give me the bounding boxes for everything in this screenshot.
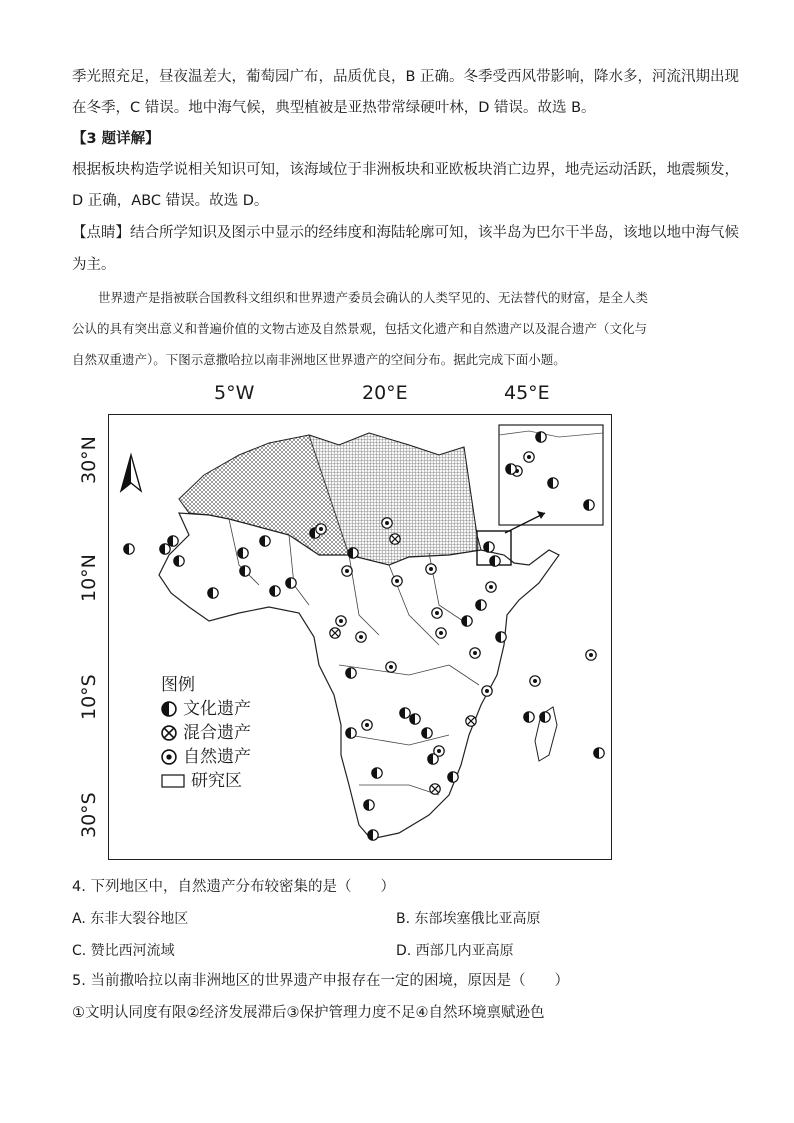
legend-label: 研究区 [191, 771, 242, 791]
q4-option-a: A. 东非大裂谷地区 [72, 911, 189, 927]
africa-heritage-map [78, 380, 614, 862]
lat-label: 10°N [78, 554, 100, 602]
mixed-heritage-icon [161, 725, 177, 741]
section-heading: 【3 题详解】 [72, 131, 160, 147]
map-frame [108, 414, 612, 860]
text-line: 为主。 [72, 257, 116, 273]
q4-option-c: C. 赞比西河流域 [72, 943, 175, 959]
lat-label: 10°S [78, 674, 100, 720]
lon-label: 5°W [214, 382, 255, 404]
lat-label: 30°S [78, 792, 100, 838]
legend-label: 自然遗产 [183, 747, 251, 767]
legend-label: 混合遗产 [183, 723, 251, 743]
legend-title: 图例 [161, 675, 195, 695]
intro-line-3: 自然双重遗产）。下图示意撒哈拉以南非洲地区世界遗产的空间分布。据此完成下面小题。 [72, 352, 566, 367]
natural-heritage-icon [161, 749, 177, 765]
q4-option-b: B. 东部埃塞俄比亚高原 [396, 911, 541, 927]
text-line: 根据板块构造学说相关知识可知，该海域位于非洲板块和亚欧板块消亡边界，地壳运动活跃，地震频发， [72, 162, 739, 178]
lon-label: 20°E [362, 382, 408, 404]
question-5-stem: 5. 当前撒哈拉以南非洲地区的世界遗产申报存在一定的困境，原因是（ ） [72, 973, 569, 989]
question-4-stem: 4. 下列地区中，自然遗产分布较密集的是（ ） [72, 879, 395, 895]
tip-line: 【点睛】结合所学知识及图示中显示的经纬度和海陆轮廓可知，该半岛为巴尔干半岛，该地以地中海气候 [72, 225, 739, 241]
q4-option-d: D. 西部几内亚高原 [396, 943, 514, 959]
lon-label: 45°E [504, 382, 550, 404]
legend-label: 文化遗产 [183, 699, 251, 719]
text-line: 在冬季，C 错误。地中海气候，典型植被是亚热带常绿硬叶林，D 错误。故选 B。 [72, 100, 596, 116]
text-line: 季光照充足，昼夜温差大，葡萄园广布，品质优良，B 正确。冬季受西风带影响，降水多，河流汛期出现 [72, 69, 740, 85]
text-line: D 正确，ABC 错误。故选 D。 [72, 193, 269, 209]
cultural-heritage-icon [161, 701, 177, 717]
intro-line-1: 世界遗产是指被联合国教科文组织和世界遗产委员会确认的人类罕见的、无法替代的财富，是全人类 [98, 290, 649, 305]
question-5-items: ①文明认同度有限②经济发展滞后③保护管理力度不足④自然环境禀赋逊色 [72, 1005, 545, 1021]
map-legend [161, 673, 251, 793]
lat-label: 30°N [78, 436, 100, 484]
study-area-legend-icon [161, 774, 185, 788]
intro-line-2: 公认的具有突出意义和普遍价值的文物古迹及自然景观，包括文化遗产和自然遗产以及混合遗产（文化与 [72, 321, 648, 336]
